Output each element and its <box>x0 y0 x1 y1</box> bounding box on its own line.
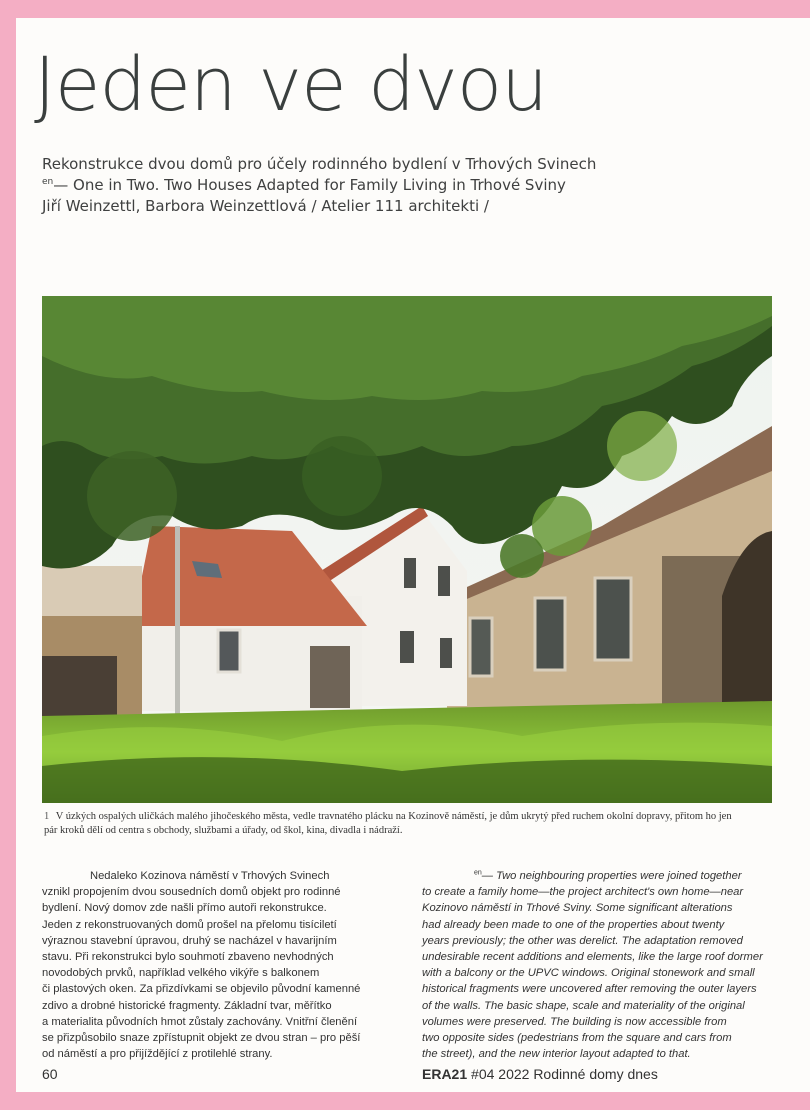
body-line: zdivo a drobné historické fragmenty. Základní tvar, měřítko <box>42 999 332 1012</box>
body-line: Jeden z rekonstruovaných domů prošel na přelomu tisíciletí <box>42 918 337 931</box>
caption-line-1: V úzkých ospalých uličkách malého jihočeského města, vedle travnatého plácku na Kozinově náměstí, je dům ukrytý před ruchem okolní dopravy, přitom ho jen <box>55 811 732 822</box>
body-line: to create a family home—the project architect's own home—near <box>422 886 744 899</box>
page-number: 60 <box>42 1066 58 1082</box>
body-line: Kozinovo náměstí in Trhové Sviny. Some significant alterations <box>422 902 733 915</box>
body-line: undesirable recent additions and elements, like the large roof dormer <box>422 951 763 964</box>
english-tag: en <box>474 869 482 877</box>
body-line: bydlení. Nový domov zde našli přímo autoři rekonstrukce. <box>42 902 327 915</box>
house-photo <box>42 296 772 803</box>
magazine-page <box>16 18 810 1092</box>
body-line: stavu. Při rekonstrukci bylo souhmotí zbaveno nevhodných <box>42 951 334 964</box>
magazine-issue: #04 2022 Rodinné domy dnes <box>471 1066 658 1082</box>
body-line: volumes were preserved. The building is now accessible from <box>422 1015 727 1028</box>
magazine-name: ERA21 <box>422 1066 468 1082</box>
body-text-czech <box>42 868 392 1062</box>
body-line: novodobých prvků, například velkého vikýře s balkonem <box>42 967 320 980</box>
body-line: had already been made to one of the properties about twenty <box>422 918 725 931</box>
body-line: Nedaleko Kozinova náměstí v Trhových Svinech <box>90 870 330 882</box>
body-line: výraznou stavební úpravou, druhý se nacházel v havarijním <box>42 934 337 947</box>
english-tag: en <box>42 177 54 187</box>
body-line: two opposite sides (pedestrians from the square and cars from <box>422 1032 732 1045</box>
body-line: se přizpůsobilo snaze zpřístupnit objekt ze dvou stran – pro pěší <box>42 1032 361 1045</box>
article-subtitle <box>42 154 596 217</box>
article-authors: Jiří Weinzettl, Barbora Weinzettlová / Atelier 111 architekti / <box>42 197 489 215</box>
body-line: years previously; the other was derelict. The adaptation removed <box>422 934 743 947</box>
caption-number: 1 <box>44 811 50 822</box>
subtitle-english <box>42 175 596 196</box>
body-line: the street), and the new interior layout adapted to that. <box>422 1048 691 1061</box>
body-line-text: — Two neighbouring properties were joined together <box>481 870 742 882</box>
body-line: od náměstí a pro přijíždějící z protilehlé strany. <box>42 1048 273 1061</box>
subtitle-czech: Rekonstrukce dvou domů pro účely rodinného bydlení v Trhových Svinech <box>42 155 597 173</box>
article-title: Jeden ve dvou <box>34 42 548 128</box>
magazine-footer <box>422 1066 658 1082</box>
body-line: či plastových oken. Za přizdívkami se objevilo původní kamenné <box>42 983 361 996</box>
photo-caption <box>44 810 766 838</box>
body-line: with a balcony or the UPVC windows. Original stonework and small <box>422 967 755 980</box>
caption-line-2: pár kroků dělí od centra s obchody, službami a úřady, od škol, kina, divadla i nádraží. <box>44 825 403 836</box>
body-line: vznikl propojením dvou sousedních domů objekt pro rodinné <box>42 886 341 899</box>
body-line: of the walls. The basic shape, scale and materiality of the original <box>422 999 745 1012</box>
subtitle-english-text: — One in Two. Two Houses Adapted for Family Living in Trhové Sviny <box>53 176 566 194</box>
body-text-english <box>422 868 778 1062</box>
body-line <box>422 868 778 884</box>
body-line: a materialita původních hmot zůstaly zachovány. Vnitřní členění <box>42 1015 358 1028</box>
body-line: historical fragments were uncovered after removing the outer layers <box>422 983 757 996</box>
